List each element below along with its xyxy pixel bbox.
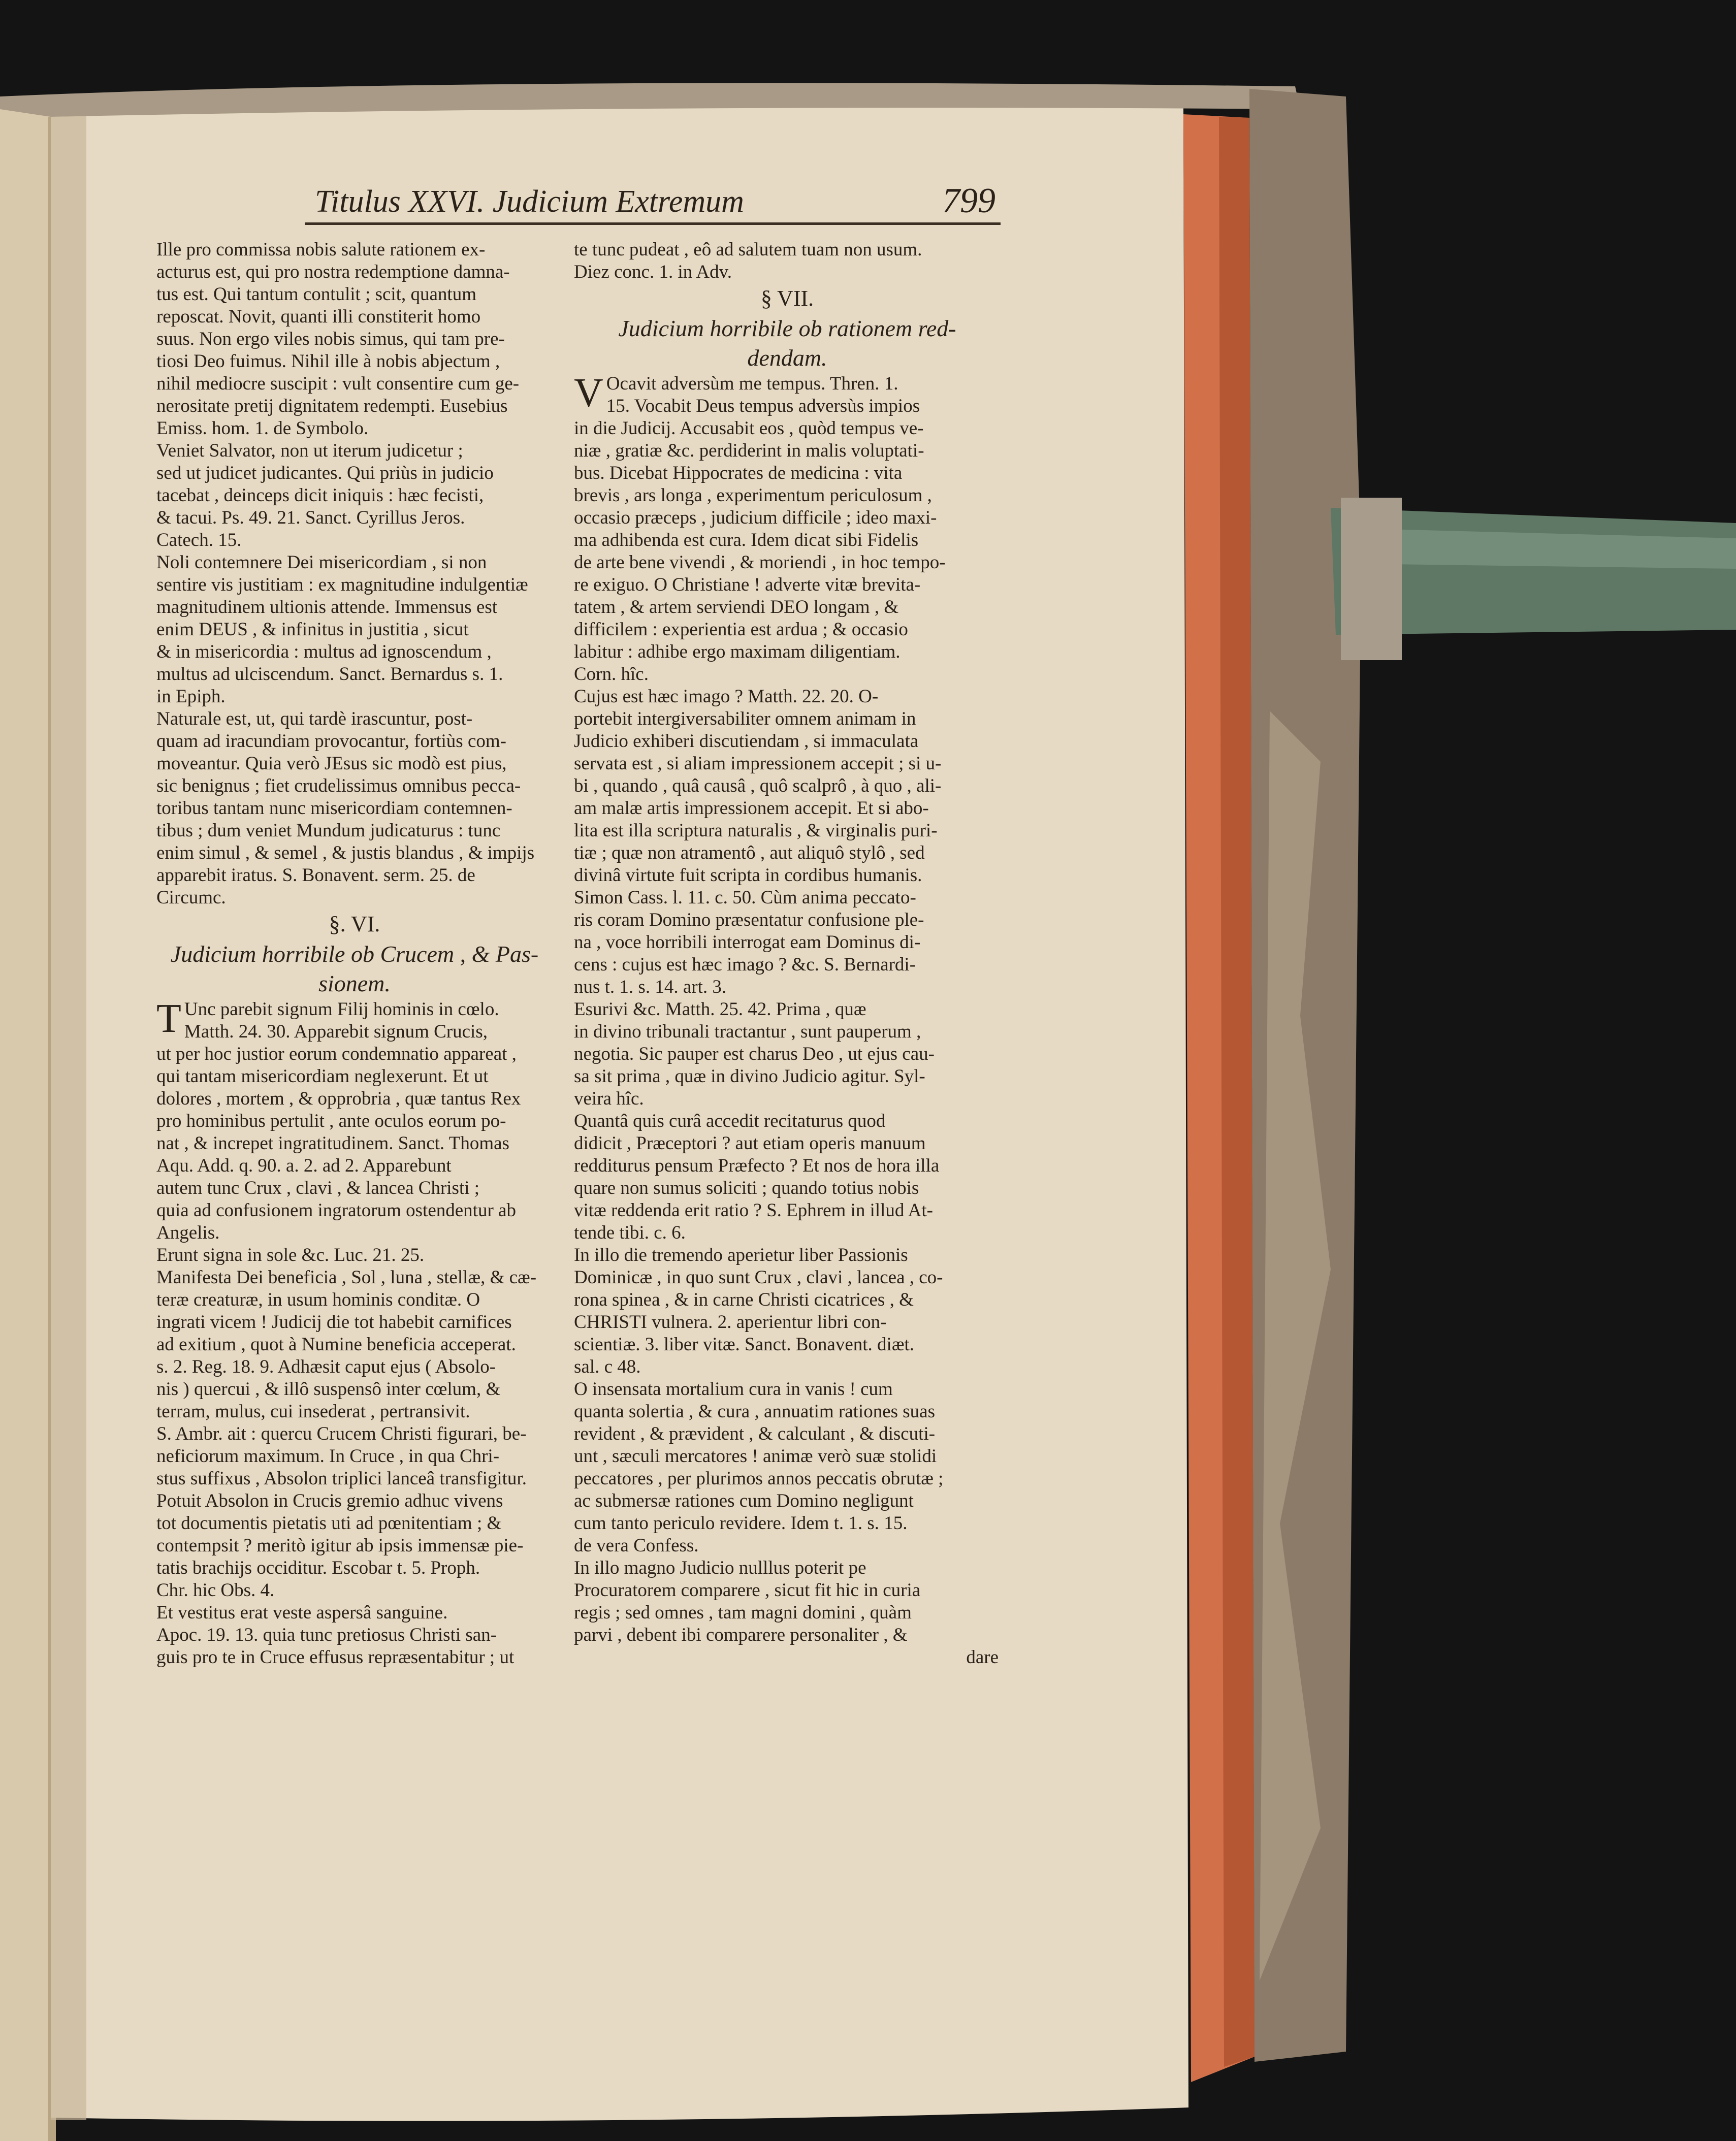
text-line: sa sit prima , quæ in divino Judicio agitur. Syl- xyxy=(574,1066,925,1087)
text-line: tatem , & artem serviendi DEO longam , & xyxy=(574,597,899,618)
text-line: tatis brachijs occiditur. Escobar t. 5. Proph. xyxy=(156,1558,480,1578)
drop-cap: T xyxy=(156,996,181,1041)
text-line: rona spinea , & in carne Christi cicatrices , & xyxy=(574,1289,914,1310)
text-line: sentire vis justitiam : ex magnitudine indulgentiæ xyxy=(156,574,528,595)
right-text-block-2 xyxy=(574,373,1001,1646)
text-line: Emiss. hom. 1. de Symbolo. xyxy=(156,418,369,439)
right-column xyxy=(574,239,1001,1669)
text-line: Ille pro commissa nobis salute rationem ex- xyxy=(156,239,486,260)
text-line: tus est. Qui tantum contulit ; scit, quantum xyxy=(156,284,476,305)
text-line: In illo magno Judicio nulllus poterit pe xyxy=(574,1558,866,1578)
text-line: in Epiph. xyxy=(156,686,226,707)
text-line: lita est illa scriptura naturalis , & virginalis puri- xyxy=(574,820,938,841)
text-line: nihil mediocre suscipit : vult consentire cum ge- xyxy=(156,373,520,394)
text-line: portebit intergiversabiliter omnem animam in xyxy=(574,708,916,729)
text-line: Dominicæ , in quo sunt Crux , clavi , lancea , co- xyxy=(574,1267,943,1288)
text-line: bus. Dicebat Hippocrates de medicina : vita xyxy=(574,463,903,483)
text-line: teræ creaturæ, in usum hominis conditæ. O xyxy=(156,1289,480,1310)
text-line: cens : cujus est hæc imago ? &c. S. Bernardi- xyxy=(574,954,916,975)
text-line: tibus ; dum veniet Mundum judicaturus : tunc xyxy=(156,820,501,841)
text-line: labitur : adhibe ergo maximam diligentiam. xyxy=(574,641,901,662)
text-line: qui tantam misericordiam neglexerunt. Et ut xyxy=(156,1066,489,1087)
text-line: Ocavit adversùm me tempus. Thren. 1. xyxy=(606,373,898,394)
text-line: acturus est, qui pro nostra redemptione damna- xyxy=(156,262,510,282)
text-line: tende tibi. c. 6. xyxy=(574,1222,686,1243)
text-line: vitæ reddenda erit ratio ? S. Ephrem in illud At- xyxy=(574,1200,933,1221)
text-line: s. 2. Reg. 18. 9. Adhæsit caput ejus ( Absolo- xyxy=(156,1356,496,1377)
text-line: CHRISTI vulnera. 2. aperientur libri con- xyxy=(574,1312,887,1333)
text-line: tacebat , deinceps dicit iniquis : hæc fecisti, xyxy=(156,485,484,506)
text-line: dolores , mortem , & opprobria , quæ tantus Rex xyxy=(156,1088,521,1109)
text-line: Potuit Absolon in Crucis gremio adhuc vivens xyxy=(156,1490,503,1511)
text-line: autem tunc Crux , clavi , & lancea Christi ; xyxy=(156,1178,480,1198)
text-line: Cujus est hæc imago ? Matth. 22. 20. O- xyxy=(574,686,879,707)
text-line: quia ad confusionem ingratorum ostendentur ab xyxy=(156,1200,516,1221)
text-line: & in misericordia : multus ad ignoscendum , xyxy=(156,641,492,662)
text-line: na , voce horribili interrogat eam Dominus di- xyxy=(574,932,921,953)
left-text-block-2 xyxy=(156,998,553,1669)
text-line: Erunt signa in sole &c. Luc. 21. 25. xyxy=(156,1245,425,1266)
text-line: Chr. hic Obs. 4. xyxy=(156,1580,275,1601)
text-line: tiæ ; quæ non atramentô , aut aliquô stylô , sed xyxy=(574,842,925,863)
text-line: Apoc. 19. 13. quia tunc pretiosus Christi san- xyxy=(156,1625,497,1645)
text-line: O insensata mortalium cura in vanis ! cum xyxy=(574,1379,893,1400)
section-heading-vi xyxy=(156,939,553,998)
text-line: nis ) quercui , & illô suspensô inter cœlum, & xyxy=(156,1379,501,1400)
text-line: cum tanto periculo revidere. Idem t. 1. s. 15. xyxy=(574,1513,908,1534)
text-line: pro hominibus pertulit , ante oculos eorum po- xyxy=(156,1111,506,1131)
text-line: niæ , gratiæ &c. perdiderint in malis voluptati- xyxy=(574,440,924,461)
text-line: neficiorum maximum. In Cruce , in qua Chri- xyxy=(156,1446,500,1467)
text-line: revident , & prævident , & calculant , & discuti- xyxy=(574,1423,936,1444)
text-line: am malæ artis impressionem accepit. Et si abo- xyxy=(574,798,929,819)
text-line: Procuratorem comparere , sicut fit hic in curia xyxy=(574,1580,921,1601)
text-line: nat , & increpet ingratitudinem. Sanct. Thomas xyxy=(156,1133,509,1154)
text-line: Esurivi &c. Matth. 25. 42. Prima , quæ xyxy=(574,999,866,1020)
text-line: enim simul , & semel , & justis blandus , & impijs xyxy=(156,842,535,863)
text-line: scientiæ. 3. liber vitæ. Sanct. Bonavent. diæt. xyxy=(574,1334,915,1355)
heading-line: sionem. xyxy=(318,970,391,996)
text-line: multus ad ulciscendum. Sanct. Bernardus s. 1. xyxy=(156,664,503,685)
text-line: Circumc. xyxy=(156,887,226,908)
text-line: sal. c 48. xyxy=(574,1356,641,1377)
text-line: Noli contemnere Dei misericordiam , si non xyxy=(156,552,487,573)
running-title: Titulus XXVI. Judicium Extremum xyxy=(315,184,744,219)
text-line: 15. Vocabit Deus tempus adversùs impios xyxy=(606,396,920,416)
text-line: ingrati vicem ! Judicij die tot habebit carnifices xyxy=(156,1312,512,1333)
text-line: negotia. Sic pauper est charus Deo , ut ejus cau- xyxy=(574,1044,935,1064)
text-line: Angelis. xyxy=(156,1222,220,1243)
left-page-edge xyxy=(0,107,56,2141)
text-line: servata est , si aliam impressionem accepit ; si u- xyxy=(574,753,942,774)
text-line: Catech. 15. xyxy=(156,530,242,550)
text-line: quam ad iracundiam provocantur, fortiùs com- xyxy=(156,731,506,752)
text-line: magnitudinem ultionis attende. Immensus est xyxy=(156,597,498,618)
text-line: Corn. hîc. xyxy=(574,664,649,685)
heading-line: Judicium horribile ob rationem red- xyxy=(618,315,956,341)
text-line: & tacui. Ps. 49. 21. Sanct. Cyrillus Jeros. xyxy=(156,507,465,528)
text-line: Aqu. Add. q. 90. a. 2. ad 2. Apparebunt xyxy=(156,1155,452,1176)
text-line: moveantur. Quia verò JEsus sic modò est pius, xyxy=(156,753,507,774)
text-line: regis ; sed omnes , tam magni domini , quàm xyxy=(574,1602,912,1623)
text-line: divinâ virtute fuit scripta in cordibus humanis. xyxy=(574,865,922,886)
text-line: redditurus pensum Præfecto ? Et nos de hora illa xyxy=(574,1155,940,1176)
text-line: Quantâ quis curâ accedit recitaturus quod xyxy=(574,1111,886,1131)
text-line: quanta solertia , & cura , annuatim rationes suas xyxy=(574,1401,936,1422)
text-line: brevis , ars longa , experimentum periculosum , xyxy=(574,485,932,506)
text-line: S. Ambr. ait : quercu Crucem Christi figurari, be- xyxy=(156,1423,527,1444)
text-line: ma adhibenda est cura. Idem dicat sibi Fidelis xyxy=(574,530,919,550)
text-line: de vera Confess. xyxy=(574,1535,699,1556)
text-line: Diez conc. 1. in Adv. xyxy=(574,262,732,282)
left-column xyxy=(156,239,553,1669)
text-line: Manifesta Dei beneficia , Sol , luna , stellæ, & cæ- xyxy=(156,1267,537,1288)
text-line: apparebit iratus. S. Bonavent. serm. 25. de xyxy=(156,865,475,886)
text-line: tot documentis pietatis uti ad pœnitentiam ; & xyxy=(156,1513,502,1534)
text-line: Matth. 24. 30. Apparebit signum Crucis, xyxy=(184,1021,488,1042)
text-line: in divino tribunali tractantur , sunt pauperum , xyxy=(574,1021,921,1042)
text-line: Veniet Salvator, non ut iterum judicetur ; xyxy=(156,440,463,461)
running-header xyxy=(305,177,1001,225)
text-line: terram, mulus, cui insederat , pertransivit. xyxy=(156,1401,470,1422)
text-line: Unc parebit signum Filij hominis in cœlo. xyxy=(184,999,499,1020)
text-line: sed ut judicet judicantes. Qui priùs in judicio xyxy=(156,463,494,483)
right-text-block-1 xyxy=(574,239,1001,283)
heading-line: dendam. xyxy=(747,345,827,371)
text-line: unt , sæculi mercatores ! animæ verò suæ stolidi xyxy=(574,1446,937,1467)
text-line: difficilem : experientia est ardua ; & occasio xyxy=(574,619,908,640)
text-line: quare non sumus soliciti ; quando totius nobis xyxy=(574,1178,919,1198)
text-line: Simon Cass. l. 11. c. 50. Cùm anima peccato- xyxy=(574,887,916,908)
text-line: Naturale est, ut, qui tardè irascuntur, post- xyxy=(156,708,473,729)
text-line: bi , quando , quâ causâ , quô scalprô , à quo , ali- xyxy=(574,775,942,796)
text-line: Et vestitus erat veste aspersâ sanguine. xyxy=(156,1602,448,1623)
text-line: didicit , Præceptori ? aut etiam operis manuum xyxy=(574,1133,926,1154)
text-line: te tunc pudeat , eô ad salutem tuam non usum. xyxy=(574,239,922,260)
text-line: ad exitium , quot à Numine beneficia acceperat. xyxy=(156,1334,516,1355)
section-heading-vii xyxy=(574,314,1001,373)
text-line: reposcat. Novit, quanti illi constiterit homo xyxy=(156,306,481,327)
text-line: de arte bene vivendi , & moriendi , in hoc tempo- xyxy=(574,552,946,573)
text-line: In illo die tremendo aperietur liber Passionis xyxy=(574,1245,908,1266)
text-line: ac submersæ rationes cum Domino negligunt xyxy=(574,1490,914,1511)
page-number: 799 xyxy=(942,181,995,220)
text-line: ut per hoc justior eorum condemnatio appareat , xyxy=(156,1044,517,1064)
text-line: peccatores , per plurimos annos peccatis obrutæ ; xyxy=(574,1468,944,1489)
text-line: sic benignus ; fiet crudelissimus omnibus pecca- xyxy=(156,775,521,796)
text-line: tiosi Deo fuimus. Nihil ille à nobis abjectum , xyxy=(156,351,500,372)
text-line: ris coram Domino præsentatur confusione ple- xyxy=(574,910,924,930)
text-line: guis pro te in Cruce effusus repræsentabitur ; ut xyxy=(156,1647,515,1668)
drop-cap: V xyxy=(574,371,603,415)
heading-line: Judicium horribile ob Crucem , & Pas- xyxy=(170,941,539,967)
text-line: veira hîc. xyxy=(574,1088,644,1109)
text-line: toribus tantam nunc misericordiam contemnen- xyxy=(156,798,512,819)
text-line: occasio præceps , judicium difficile ; ideo maxi- xyxy=(574,507,937,528)
text-line: stus suffixus , Absolon triplici lanceâ transfigitur. xyxy=(156,1468,527,1489)
text-line: suus. Non ergo viles nobis simus, qui tam pre- xyxy=(156,329,505,349)
text-line: parvi , debent ibi comparere personaliter , & xyxy=(574,1625,908,1645)
text-line: re exiguo. O Christiane ! adverte vitæ brevita- xyxy=(574,574,921,595)
section-mark-vi: §. VI. xyxy=(329,912,380,936)
section-mark-vii: § VII. xyxy=(760,286,814,311)
text-line: nus t. 1. s. 14. art. 3. xyxy=(574,977,727,997)
catchword: dare xyxy=(966,1647,999,1668)
left-text-block-1 xyxy=(156,239,553,909)
text-line: nerositate pretij dignitatem redempti. Eusebius xyxy=(156,396,508,416)
text-line: in die Judicij. Accusabit eos , quòd tempus ve- xyxy=(574,418,924,439)
text-line: enim DEUS , & infinitus in justitia , sicut xyxy=(156,619,469,640)
text-line: contempsit ? meritò igitur ab ipsis immensæ pie- xyxy=(156,1535,524,1556)
text-line: Judicio exhiberi discutiendam , si immaculata xyxy=(574,731,919,752)
